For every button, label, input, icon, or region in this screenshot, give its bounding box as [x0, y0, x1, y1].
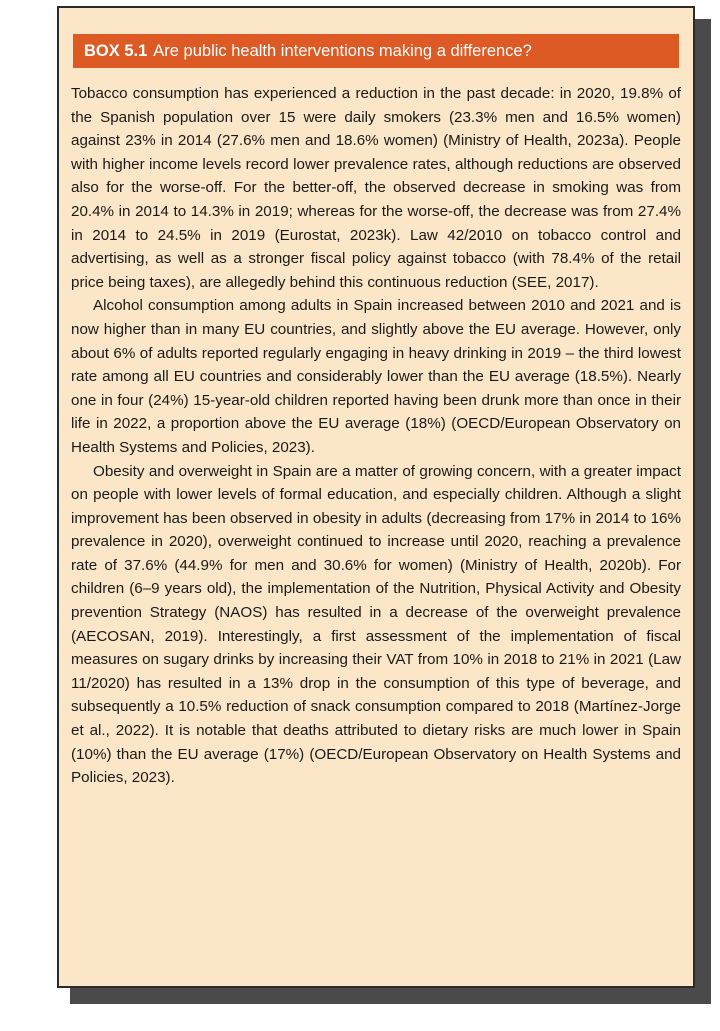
- text-box: [57, 6, 695, 988]
- box-header: [73, 34, 679, 68]
- paragraph-obesity: Obesity and overweight in Spain are a matter of growing concern, with a greater impact on people with lower levels of formal education, and especially children. Although a slight improvement has been observed in obesity in adults (decreasing from 17% in 2014 to 16% prevalence in 2020), overweight continued to increase until 2020, reaching a prevalence rate of 37.6% (44.9% for men and 30.6% for women) (Ministry of Health, 2020b). For children (6–9 years old), the implementation of the Nutrition, Physical Activity and Obesity prevention Strategy (NAOS) has resulted in a decrease of the overweight prevalence (AECOSAN, 2019). Interestingly, a first assessment of the implementation of fiscal measures on sugary drinks by increasing their VAT from 10% in 2018 to 21% in 2021 (Law 11/2020) has resulted in a 13% drop in the consumption of this type of beverage, and subsequently a 10.5% reduction of snack consumption compared to 2018 (Martínez-Jorge et al., 2022). It is notable that deaths attributed to dietary risks are much lower in Spain (10%) than the EU average (17%) (OECD/European Observatory on Health Systems and Policies, 2023).: [71, 462, 681, 787]
- paragraph-tobacco: Tobacco consumption has experienced a reduction in the past decade: in 2020, 19.8% of the Spanish population over 15 were daily smokers (23.3% men and 16.5% women) against 23% in 2014 (27.6% men and 18.6% women) (Ministry of Health, 2023a). People with higher income levels record lower prevalence rates, although reductions are observed also for the worse-off. For the better-off, the observed decrease in smoking was from 20.4% in 2014 to 14.3% in 2019; whereas for the worse-off, the decrease was from 27.4% in 2014 to 24.5% in 2019 (Eurostat, 2023k). Law 42/2010 on tobacco control and advertising, as well as a stronger fiscal policy against tobacco (with 78.4% of the retail price being taxes), are allegedly behind this continuous reduction (SEE, 2017).: [71, 85, 681, 291]
- paragraph-alcohol: Alcohol consumption among adults in Spain increased between 2010 and 2021 and is now higher than in many EU countries, and slightly above the EU average. However, only about 6% of adults reported regularly engaging in heavy drinking in 2019 – the third lowest rate among all EU countries and considerably lower than the EU average (18.5%). Nearly one in four (24%) 15-year-old children reported having been drunk more than once in their life in 2022, a proportion above the EU average (18%) (OECD/European Observatory on Health Systems and Policies, 2023).: [71, 297, 681, 456]
- box-title: Are public health interventions making a difference?: [153, 41, 532, 60]
- box-content: [71, 82, 681, 790]
- box-label: BOX 5.1: [84, 41, 148, 60]
